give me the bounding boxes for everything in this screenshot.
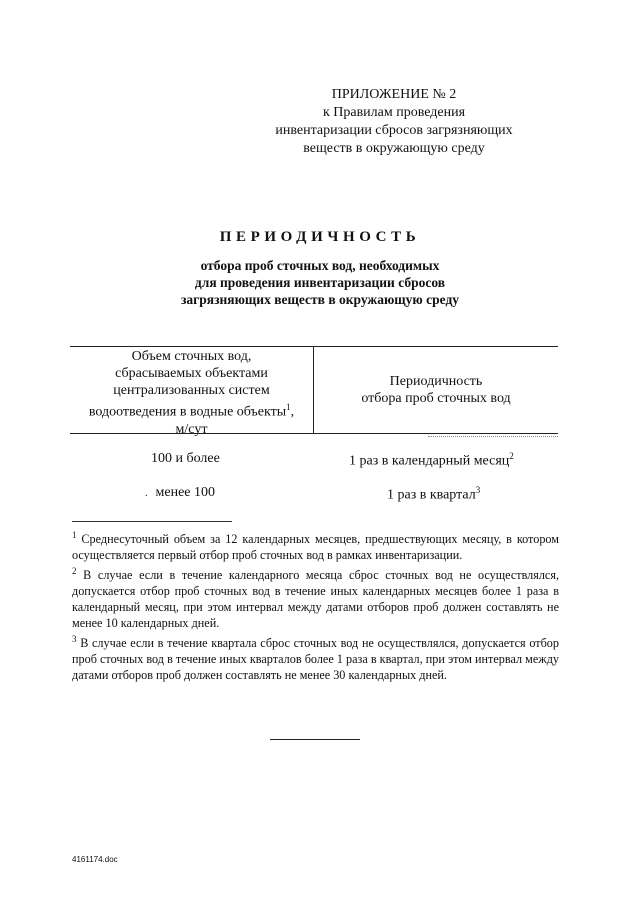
footnote-ref: 3 xyxy=(475,485,481,495)
header-volume-line: Объем сточных вод, xyxy=(131,349,252,364)
footnote-2 xyxy=(72,563,559,631)
footnote-text: Среднесуточный объем за 12 календарных месяцев, предшествующих месяцу, в котором осуществляется первый отбор проб сточных вод в рамках инвентаризации. xyxy=(72,532,559,563)
end-separator xyxy=(270,739,360,740)
table-header-frequency xyxy=(314,373,558,407)
footnote-1 xyxy=(72,527,559,563)
header-volume-line: водоотведения в водные объекты$^1$, xyxy=(88,402,295,420)
table-cell-volume: 100 и более xyxy=(151,451,220,466)
appendix-title: ПРИЛОЖЕНИЕ № 2 xyxy=(331,87,457,102)
footnotes xyxy=(72,527,559,683)
table-cell-frequency xyxy=(387,485,480,504)
table-header-volume xyxy=(70,348,313,438)
document-filename: 4161174.doc xyxy=(72,855,118,864)
appendix-header xyxy=(244,86,544,158)
footnote-separator xyxy=(72,521,232,522)
footnote-mark: 3 xyxy=(72,634,77,645)
document-title: ПЕРИОДИЧНОСТЬ xyxy=(219,229,421,245)
table-top-border xyxy=(70,346,558,347)
appendix-line: к Правилам проведения xyxy=(322,105,466,120)
footnote-mark: 1 xyxy=(72,530,77,540)
table-cell-volume: . менее 100 xyxy=(145,485,215,500)
header-volume-line: централизованных систем xyxy=(113,383,270,398)
header-frequency-line: отбора проб сточных вод xyxy=(361,391,511,406)
subtitle-line: загрязняющих веществ в окружающую среду xyxy=(180,292,460,307)
header-volume-line: сбрасываемых объектами xyxy=(115,366,268,381)
frequency-text: 1 раз в квартал xyxy=(387,487,476,503)
footnote-mark: 2 xyxy=(72,566,77,577)
header-volume-text: водоотведения в водные объекты xyxy=(88,404,287,420)
document-subtitle xyxy=(0,257,640,308)
header-frequency-line: Периодичность xyxy=(389,374,483,389)
volume-text: менее 100 xyxy=(155,485,215,500)
appendix-line: инвентаризации сбросов загрязняющих xyxy=(275,123,513,138)
subtitle-line: отбора проб сточных вод, необходимых xyxy=(200,258,440,273)
footnote-3 xyxy=(72,631,559,683)
footnote-text: В случае если в течение квартала сброс сточных вод не осуществлялся, допускается отбор проб сточных вод в течение иных кварталов более 1 раза в квартал, при этом интервал между датами отборов проб должен составлять не менее 30 календарных дней. xyxy=(72,636,559,683)
table-header-border-trace xyxy=(428,436,558,437)
appendix-line: веществ в окружающую среду xyxy=(303,141,485,156)
subtitle-line: для проведения инвентаризации сбросов xyxy=(194,275,446,290)
header-volume-unit: м/сут xyxy=(175,421,208,437)
footnote-ref: 1 xyxy=(286,402,291,412)
footnote-ref: 2 xyxy=(509,451,514,461)
footnote-text: В случае если в течение календарного месяца сброс сточных вод не осуществлялся, допускается отбор проб сточных вод в течение иных календарных месяцев более 1 раза в календарный месяц, при этом интервал между датами отборов проб должен составлять не менее 10 календарных дней. xyxy=(72,568,559,631)
frequency-text: 1 раз в календарный месяц xyxy=(349,453,510,469)
table-cell-frequency xyxy=(349,451,514,470)
